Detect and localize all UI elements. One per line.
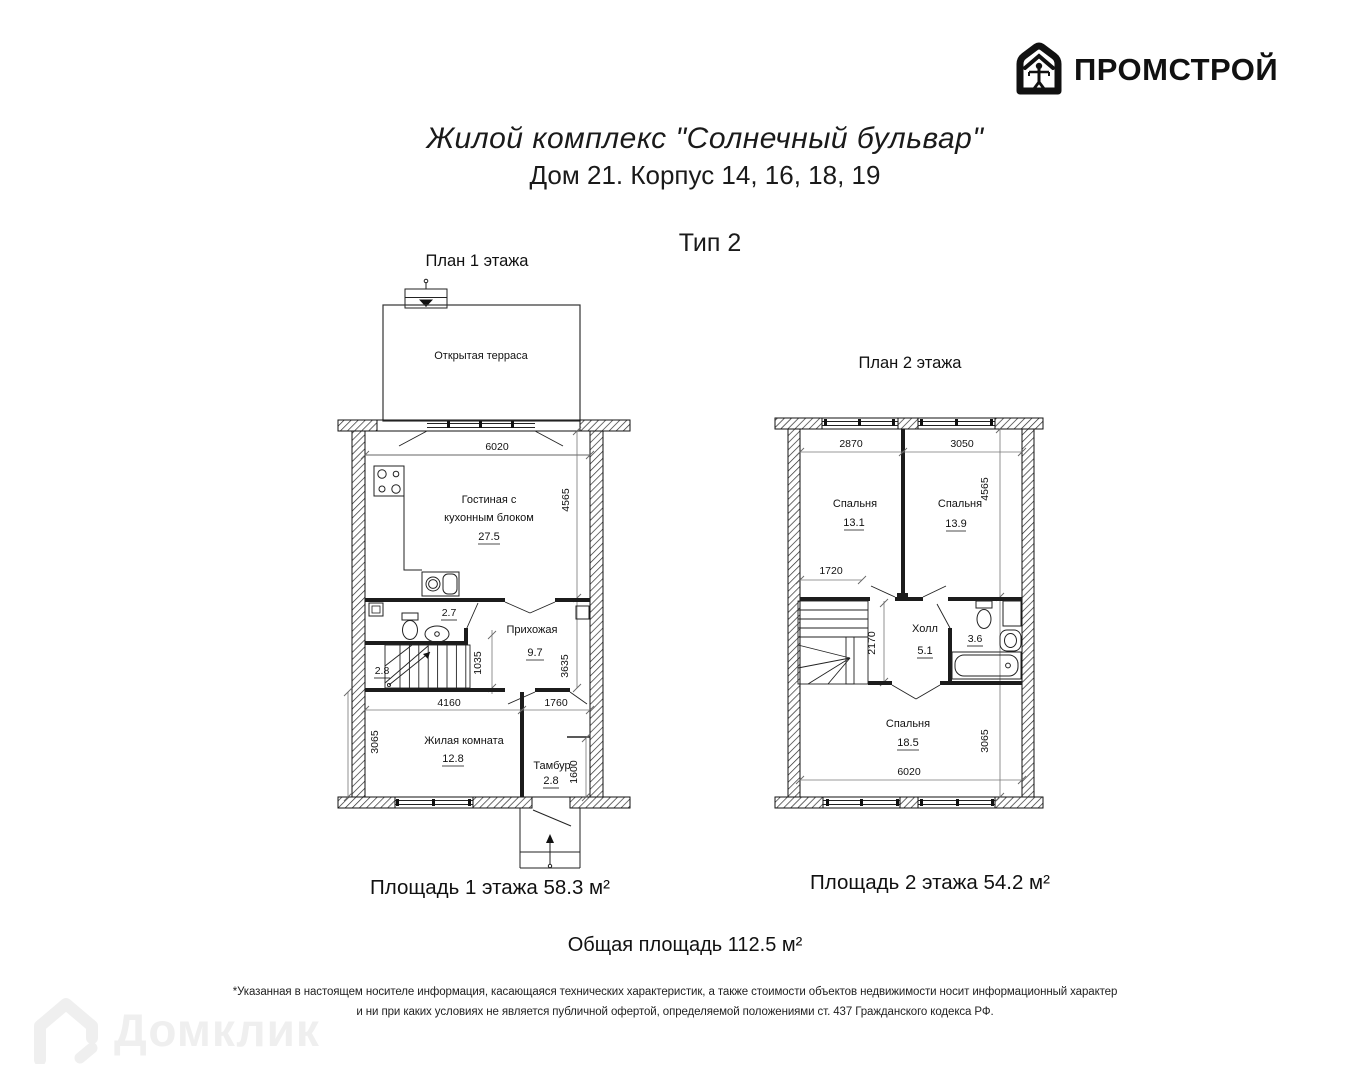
svg-text:3.6: 3.6 <box>967 633 983 645</box>
svg-text:4565: 4565 <box>979 477 991 501</box>
domclick-label: Домклик <box>114 1004 320 1056</box>
dim-1035 <box>472 630 496 694</box>
svg-text:27.5: 27.5 <box>478 531 500 543</box>
svg-text:Тамбур: Тамбур <box>533 760 571 772</box>
stove-icon <box>374 466 404 496</box>
svg-text:1720: 1720 <box>819 565 843 577</box>
tambour-labels <box>533 737 590 788</box>
svg-text:18.5: 18.5 <box>897 737 919 749</box>
partition-living-hall <box>365 598 590 613</box>
floor2-plan <box>760 340 1060 815</box>
svg-text:2170: 2170 <box>866 631 878 655</box>
terrace-entry-marker <box>405 279 447 308</box>
wall-bedrooms-hall <box>800 586 1022 601</box>
svg-text:Холл: Холл <box>912 623 938 635</box>
promstroy-house-icon <box>1012 42 1066 96</box>
domclick-house-icon <box>28 996 100 1064</box>
stairs-f2 <box>798 601 868 684</box>
hallway-labels <box>507 624 558 660</box>
svg-text:Прихожая: Прихожая <box>506 624 558 636</box>
svg-text:Жилая комната: Жилая комната <box>424 735 504 747</box>
bedroom3-labels <box>886 718 930 750</box>
bathroom-f1 <box>365 603 478 645</box>
floor2-bottom-wall <box>775 797 1043 808</box>
svg-text:4160: 4160 <box>437 697 461 709</box>
floor2-right-wall <box>1022 429 1034 797</box>
dim-right-chain-f1 <box>559 427 581 692</box>
svg-text:3065: 3065 <box>369 730 381 754</box>
terrace <box>383 305 580 421</box>
dim-6020-f2 <box>796 766 1026 784</box>
svg-text:9.7: 9.7 <box>527 647 543 659</box>
dim-1600 <box>568 734 590 801</box>
svg-text:6020: 6020 <box>897 766 921 778</box>
floor1-left-wall <box>352 431 365 797</box>
dim-2870-3050 <box>796 438 1026 456</box>
total-area-label: Общая площадь 112.5 м² <box>567 934 803 956</box>
svg-text:12.8: 12.8 <box>442 753 464 765</box>
brand-logo <box>1012 42 1066 101</box>
svg-text:2870: 2870 <box>839 438 863 450</box>
shaft-f1 <box>576 606 589 619</box>
svg-text:1760: 1760 <box>544 697 568 709</box>
svg-text:кухонным блоком: кухонным блоком <box>444 512 534 524</box>
partition-room-tambour <box>520 692 524 797</box>
understairs-area: 2.8 <box>374 665 390 677</box>
bedroom1-labels <box>833 498 877 530</box>
svg-text:3050: 3050 <box>950 438 974 450</box>
svg-text:3635: 3635 <box>559 654 571 678</box>
dim-right-chain-f2 <box>979 425 1004 801</box>
kitchen-counter <box>404 496 422 570</box>
svg-text:Спальня: Спальня <box>832 498 878 510</box>
bathroom-f2 <box>937 601 1021 684</box>
dim-1720 <box>796 565 866 584</box>
page-subtitle: Дом 21. Корпус 14, 16, 18, 19 <box>529 160 881 190</box>
stairs-f1 <box>385 645 470 688</box>
washbasin-icon <box>1000 630 1021 651</box>
wall-hall-bedroom3 <box>868 681 1022 699</box>
svg-text:2.7: 2.7 <box>441 607 457 619</box>
svg-text:3065: 3065 <box>979 729 991 753</box>
floor2-top-wall <box>775 418 1043 429</box>
floor1-plan <box>330 240 650 885</box>
disclaimer-line1: *Указанная в настоящем носителе информация, касающаяся технических характеристик, а также стоимости объектов недвижимости носит информационный характер <box>232 986 1118 998</box>
floor2-area-label: Площадь 2 этажа 54.2 м² <box>810 871 1050 894</box>
svg-text:2.8: 2.8 <box>543 775 559 787</box>
floor1-top-wall <box>338 420 630 446</box>
dim-2170 <box>866 599 888 686</box>
type-label: Тип 2 <box>678 229 742 257</box>
floor1-bottom-wall <box>338 797 630 808</box>
floor1-area-label: Площадь 1 этажа 58.3 м² <box>370 876 610 899</box>
living-room-labels <box>444 494 534 544</box>
hall-labels <box>912 623 938 658</box>
svg-text:Спальня: Спальня <box>937 498 983 510</box>
floor2-plan-label: План 2 этажа <box>858 354 962 372</box>
toilet-icon <box>402 613 418 640</box>
brand-name: ПРОМСТРОЙ <box>1074 52 1279 87</box>
kitchen-sink-icon <box>422 572 459 596</box>
domclick-watermark <box>28 996 320 1064</box>
entrance-porch <box>520 808 580 868</box>
svg-text:1035: 1035 <box>472 651 484 675</box>
svg-text:6020: 6020 <box>485 441 509 453</box>
svg-text:Гостиная с: Гостиная с <box>461 494 517 506</box>
svg-text:5.1: 5.1 <box>917 645 933 657</box>
terrace-label: Открытая терраса <box>434 350 528 362</box>
dim-4160-1760 <box>361 697 594 714</box>
toilet-icon-f2 <box>976 601 992 629</box>
disclaimer-line2: и ни при каких условиях не является публичной офертой, определяемой положениями ст. 437 Гражданского кодекса РФ. <box>356 1006 994 1018</box>
svg-text:13.1: 13.1 <box>843 517 865 529</box>
svg-text:13.9: 13.9 <box>945 518 967 530</box>
room-labels <box>424 735 504 766</box>
floor1-right-wall <box>590 431 603 797</box>
page-title: Жилой комплекс "Солнечный бульвар" <box>426 122 984 155</box>
cabinet-icon <box>1003 601 1021 626</box>
bathtub-icon <box>952 652 1021 679</box>
svg-text:Спальня: Спальня <box>885 718 931 730</box>
floor1-plan-label: План 1 этажа <box>425 252 529 270</box>
bedroom2-labels <box>938 498 982 531</box>
sink-icon <box>425 626 449 642</box>
svg-text:4565: 4565 <box>560 488 572 512</box>
svg-text:1600: 1600 <box>568 760 580 784</box>
